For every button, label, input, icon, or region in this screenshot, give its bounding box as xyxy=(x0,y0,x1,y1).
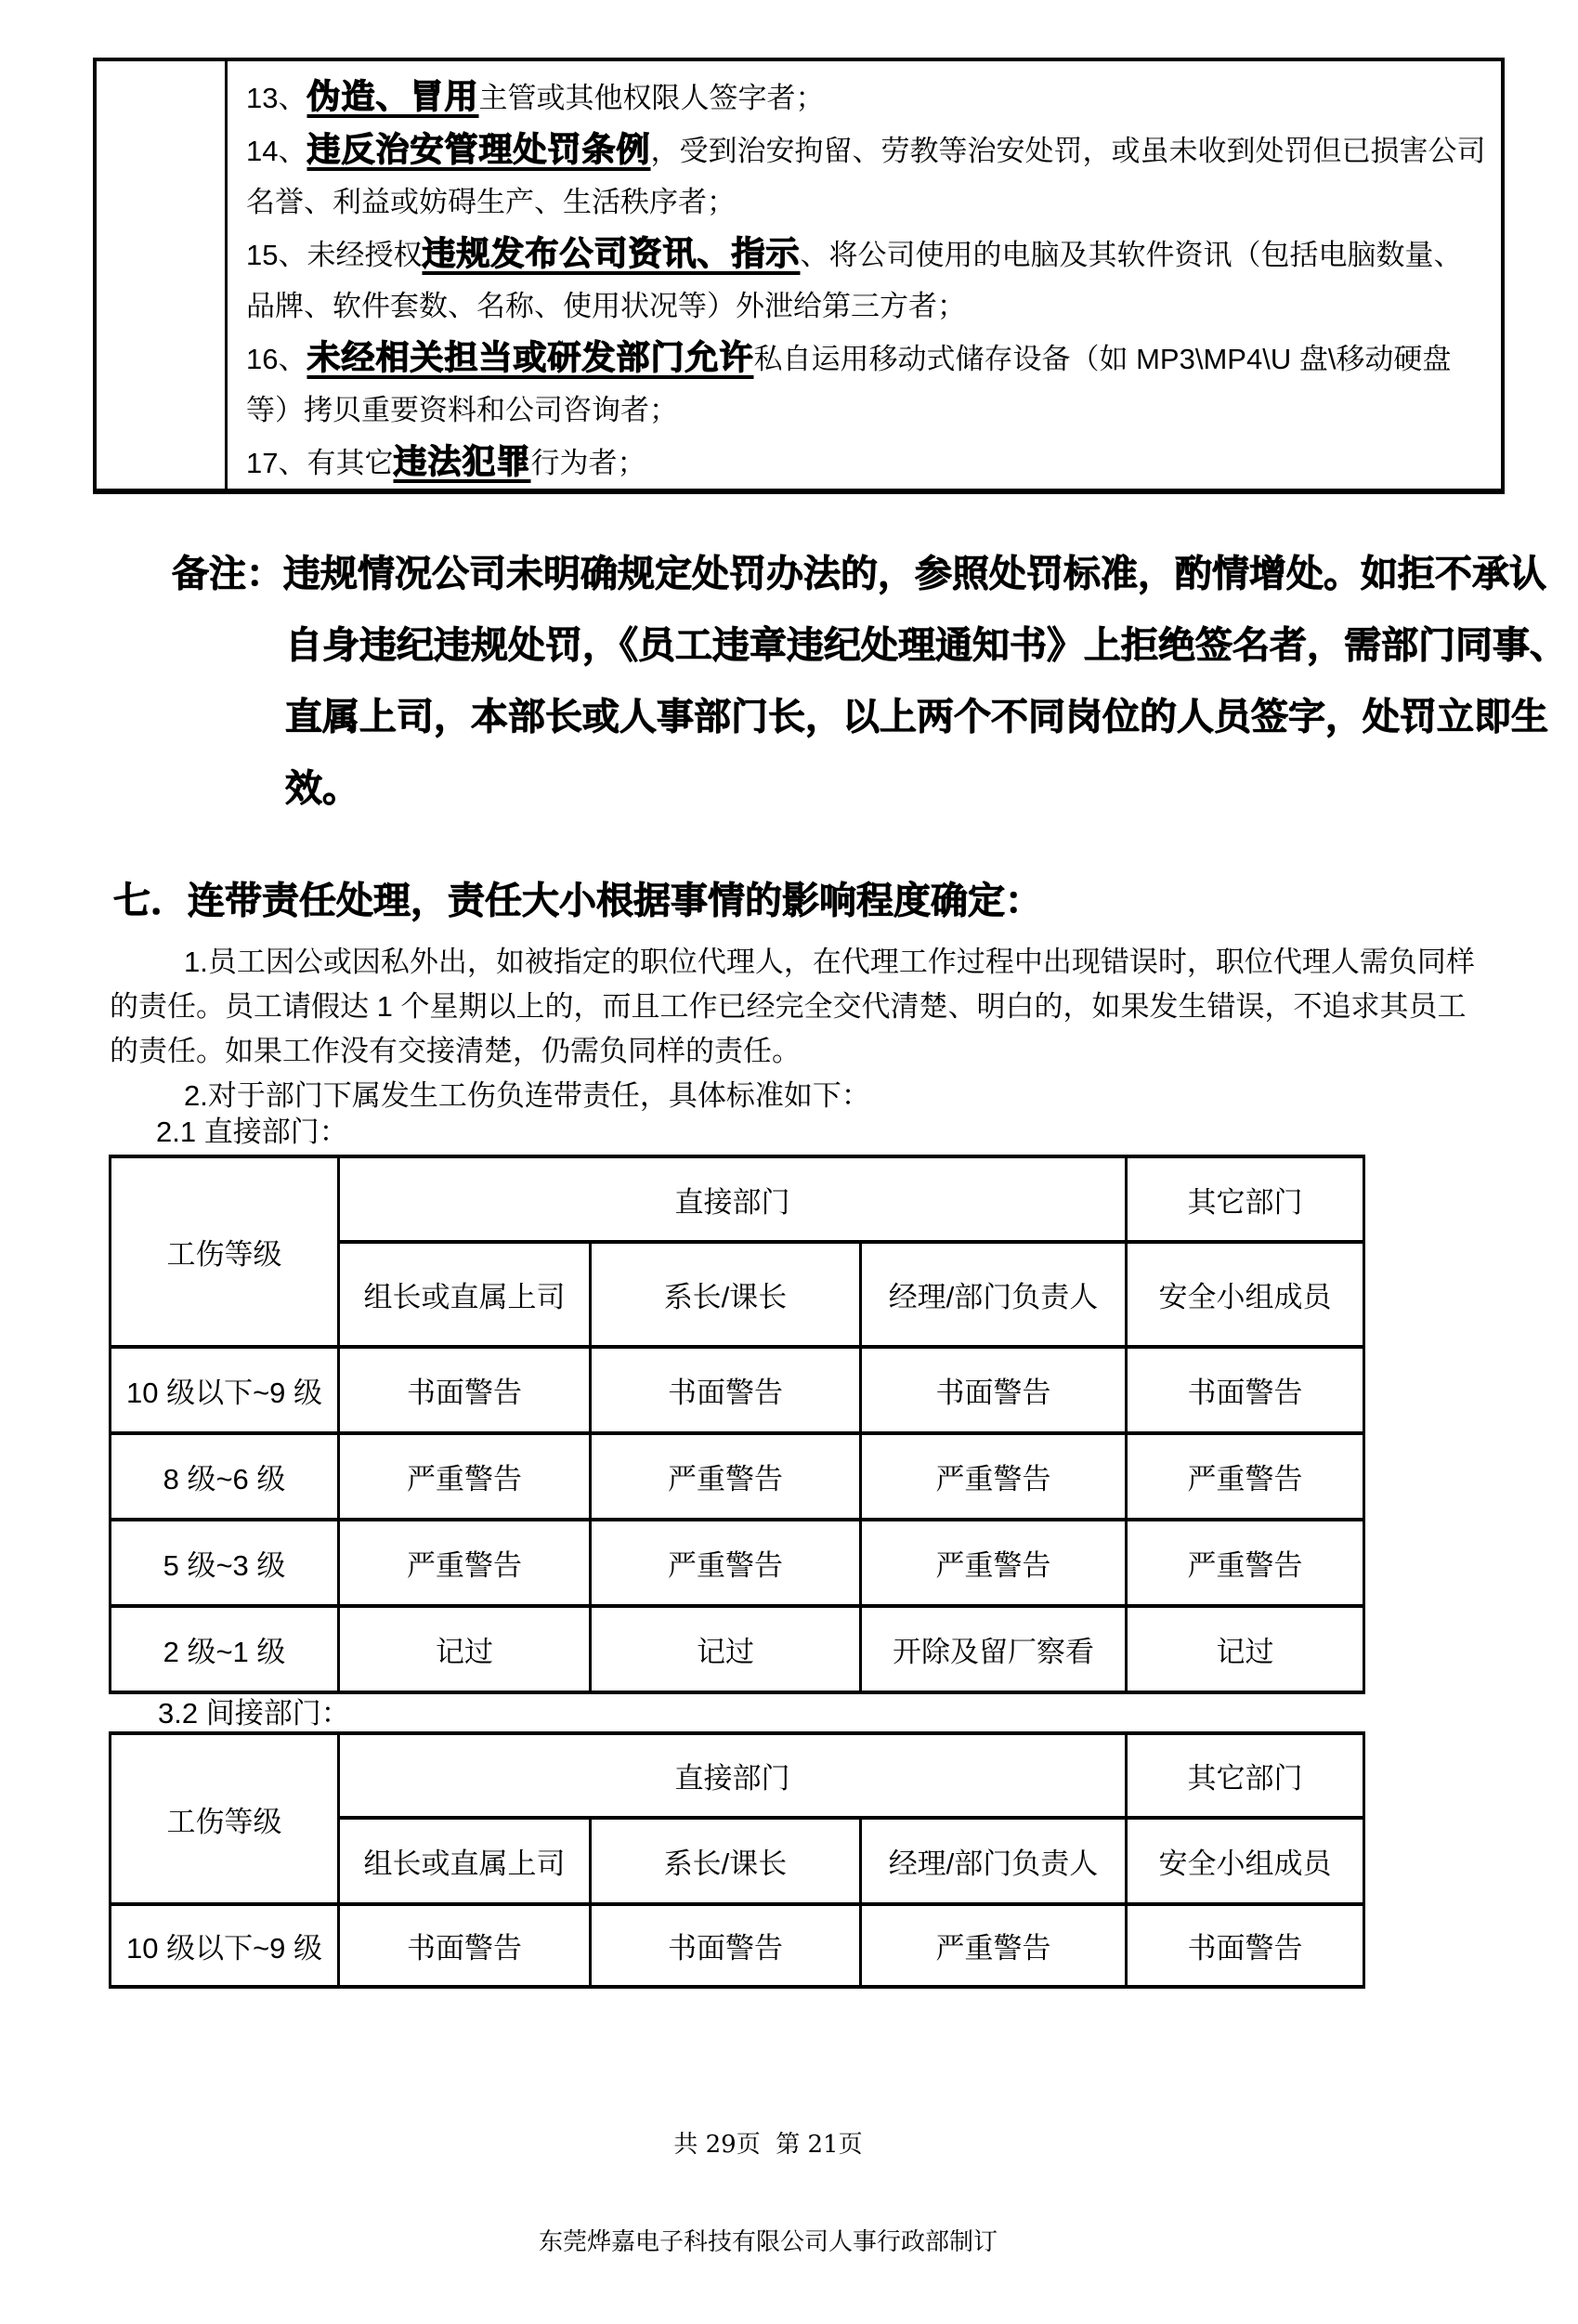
violation-term-highlight: 违法犯罪 xyxy=(393,442,531,480)
penalty-cell: 书面警告 xyxy=(591,1347,861,1433)
penalty-cell: 记过 xyxy=(1127,1606,1364,1692)
violation-item xyxy=(246,124,1488,228)
violation-text: 17、有其它 xyxy=(246,447,394,479)
label-direct-dept: 2.1 直接部门： xyxy=(156,1116,348,1148)
violation-item xyxy=(246,71,1488,124)
violation-text: 13、 xyxy=(246,82,307,114)
penalty-cell: 严重警告 xyxy=(339,1520,591,1606)
violation-item xyxy=(246,228,1488,332)
role-column-header: 系长/课长 xyxy=(591,1242,861,1347)
label-indirect-dept: 3.2 间接部门： xyxy=(158,1697,350,1730)
violation-term-highlight: 违反治安管理处罚条例 xyxy=(306,130,651,168)
violation-text: 私自运用移动式储存设备（如 MP3\MP4\U 盘\移动硬盘等）拷贝重要资料和公司咨询者； xyxy=(246,343,1452,426)
penalty-cell: 书面警告 xyxy=(1127,1904,1364,1987)
penalty-cell: 书面警告 xyxy=(861,1347,1127,1433)
violation-text: 行为者； xyxy=(530,447,646,479)
violation-text: ，受到治安拘留、劳教等治安处罚，或虽未收到处罚但已损害公司名誉、利益或妨碍生产、生活秩序者； xyxy=(246,135,1486,218)
injury-level-header: 工伤等级 xyxy=(111,1156,339,1347)
page-footer xyxy=(0,2064,1536,2324)
section-paragraph-1: 1.员工因公或因私外出，如被指定的职位代理人，在代理工作过程中出现错误时，职位代理人需负同样的责任。员工请假达 1 个星期以上的，而且工作已经完全交代清楚、明白的，如果发生错误，不追求其员工的责任。如果工作没有交接清楚，仍需负同样的责任。 xyxy=(110,946,1475,1067)
penalty-cell: 记过 xyxy=(591,1606,861,1692)
injury-level-cell: 2 级~1 级 xyxy=(111,1606,339,1692)
violation-term-highlight: 伪造、冒用 xyxy=(306,77,479,115)
penalty-cell: 严重警告 xyxy=(861,1904,1127,1987)
violation-item xyxy=(246,436,1488,489)
violation-text: 15、未经授权 xyxy=(246,239,423,271)
other-dept-group-header: 其它部门 xyxy=(1127,1156,1364,1242)
penalty-cell: 书面警告 xyxy=(339,1904,591,1987)
page-count: 共 29页 第 21页 xyxy=(673,2131,863,2159)
violation-text: 主管或其他权限人签字者； xyxy=(478,82,825,114)
direct-dept-table xyxy=(109,1155,1365,1694)
table-row xyxy=(111,1433,1364,1520)
other-dept-group-header: 其它部门 xyxy=(1127,1733,1364,1818)
role-column-header: 经理/部门负责人 xyxy=(861,1818,1127,1904)
injury-level-cell: 5 级~3 级 xyxy=(111,1520,339,1606)
violations-table-fragment xyxy=(93,58,1505,494)
injury-level-cell: 8 级~6 级 xyxy=(111,1433,339,1520)
note-body: 违规情况公司未明确规定处罚办法的，参照处罚标准，酌情增处。如拒不承认自身违纪违规处罚，《员工违章违纪处理通知书》上拒绝签名者，需部门同事、直属上司，本部长或人事部门长，以上两个不同岗位的人员签字，处罚立即生效。 xyxy=(283,554,1567,809)
penalty-cell: 记过 xyxy=(339,1606,591,1692)
violation-text: 、将公司使用的电脑及其软件资讯（包括电脑数量、品牌、软件套数、名称、使用状况等）外泄给第三方者； xyxy=(246,239,1463,322)
table-row xyxy=(111,1520,1364,1606)
direct-dept-group-header: 直接部门 xyxy=(339,1156,1127,1242)
table-row xyxy=(111,1347,1364,1433)
injury-level-cell: 10 级以下~9 级 xyxy=(111,1347,339,1433)
direct-dept-group-header: 直接部门 xyxy=(339,1733,1127,1818)
section-heading: 七．连带责任处理，责任大小根据事情的影响程度确定： xyxy=(113,881,1042,921)
penalty-cell: 书面警告 xyxy=(339,1347,591,1433)
violation-term-highlight: 未经相关担当或研发部门允许 xyxy=(306,338,754,376)
injury-level-cell: 10 级以下~9 级 xyxy=(111,1904,339,1987)
penalty-cell: 严重警告 xyxy=(1127,1433,1364,1520)
indirect-dept-table xyxy=(109,1731,1365,1989)
table-row xyxy=(111,1904,1364,1987)
injury-level-header: 工伤等级 xyxy=(111,1733,339,1904)
note-label: 备注： xyxy=(172,554,283,594)
penalty-cell: 严重警告 xyxy=(1127,1520,1364,1606)
role-column-header: 经理/部门负责人 xyxy=(861,1242,1127,1347)
violation-items xyxy=(228,61,1501,489)
table-row xyxy=(111,1606,1364,1692)
violation-text: 16、 xyxy=(246,343,307,375)
role-column-header: 安全小组成员 xyxy=(1127,1818,1364,1904)
penalty-cell: 严重警告 xyxy=(591,1520,861,1606)
role-column-header: 系长/课长 xyxy=(591,1818,861,1904)
violations-table-empty-cell xyxy=(97,61,228,489)
penalty-cell: 书面警告 xyxy=(591,1904,861,1987)
penalty-cell: 严重警告 xyxy=(591,1433,861,1520)
role-column-header: 组长或直属上司 xyxy=(339,1818,591,1904)
section-paragraph-2: 2.对于部门下属发生工伤负连带责任，具体标准如下： xyxy=(184,1079,870,1112)
note-paragraph xyxy=(172,539,1578,825)
penalty-cell: 严重警告 xyxy=(861,1520,1127,1606)
penalty-cell: 书面警告 xyxy=(1127,1347,1364,1433)
penalty-cell: 开除及留厂察看 xyxy=(861,1606,1127,1692)
penalty-cell: 严重警告 xyxy=(861,1433,1127,1520)
injury-responsibility-table xyxy=(109,1155,1365,1694)
injury-responsibility-table xyxy=(109,1731,1365,1989)
issuing-department: 东莞烨嘉电子科技有限公司人事行政部制订 xyxy=(538,2228,998,2256)
violation-item xyxy=(246,332,1488,436)
role-column-header: 安全小组成员 xyxy=(1127,1242,1364,1347)
violation-text: 14、 xyxy=(246,135,307,167)
violation-term-highlight: 违规发布公司资讯、指示 xyxy=(422,234,801,272)
penalty-cell: 严重警告 xyxy=(339,1433,591,1520)
role-column-header: 组长或直属上司 xyxy=(339,1242,591,1347)
